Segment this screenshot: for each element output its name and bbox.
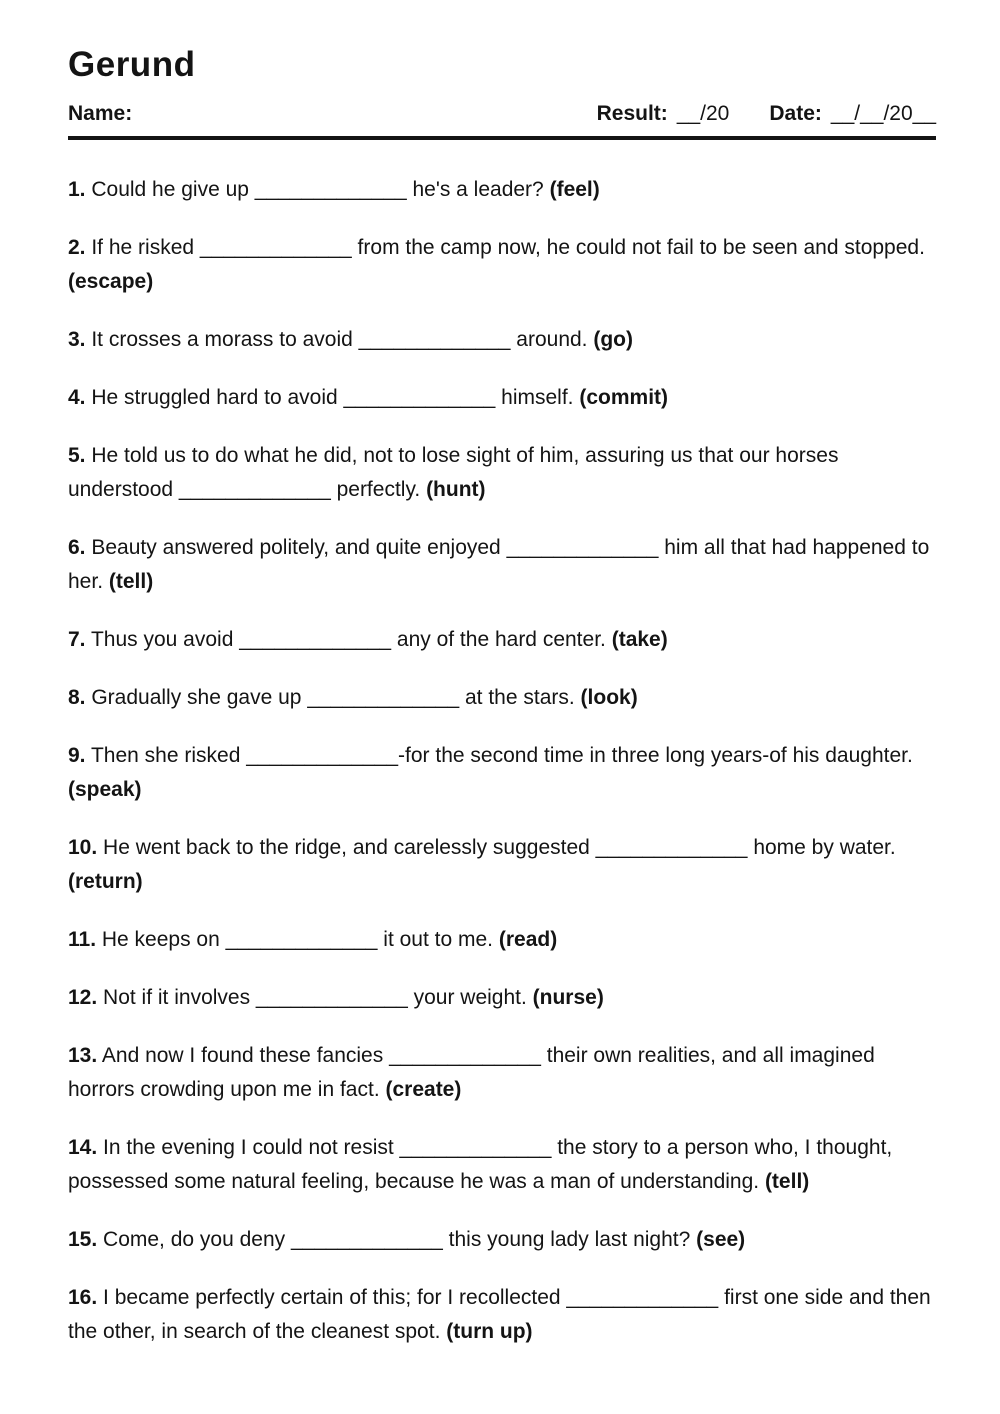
question-number: 15. <box>68 1228 98 1251</box>
name-field <box>68 101 597 127</box>
question-item <box>68 323 936 357</box>
question-verb: (take) <box>611 628 668 651</box>
question-number: 9. <box>68 744 86 767</box>
question-text: And now I found these fancies _____________ their own realities, and all imagined horrors crowding upon me in fact. <box>68 1044 875 1101</box>
question-text: Then she risked _____________-for the second time in three long years-of his daughter. <box>85 744 913 767</box>
question-text: In the evening I could not resist _____________ the story to a person who, I thought, possessed some natural feeling, because he was a man of understanding. <box>68 1136 893 1193</box>
question-item <box>68 1223 936 1257</box>
question-item <box>68 381 936 415</box>
question-item <box>68 739 936 807</box>
date-label: Date: <box>769 102 822 125</box>
question-text: It crosses a morass to avoid _____________ around. <box>85 328 594 351</box>
question-verb: (see) <box>696 1228 746 1251</box>
question-text: Come, do you deny _____________ this young lady last night? <box>97 1228 697 1251</box>
question-item <box>68 623 936 657</box>
header-meta-row <box>68 101 936 140</box>
questions-list <box>68 173 936 1349</box>
question-text: Thus you avoid _____________ any of the hard center. <box>85 628 612 651</box>
question-verb: (turn up) <box>446 1320 533 1343</box>
date-value: __/__/20__ <box>830 102 936 125</box>
question-number: 10. <box>68 836 98 859</box>
question-text: I became perfectly certain of this; for I recollected _____________ first one side and then the other, in search of the cleanest spot. <box>68 1286 931 1343</box>
question-item <box>68 923 936 957</box>
question-verb: (hunt) <box>426 478 486 501</box>
question-number: 3. <box>68 328 86 351</box>
question-number: 7. <box>68 628 86 651</box>
question-number: 6. <box>68 536 86 559</box>
question-verb: (speak) <box>68 778 142 801</box>
question-verb: (create) <box>385 1078 462 1101</box>
question-text: Gradually she gave up _____________ at the stars. <box>85 686 581 709</box>
question-number: 8. <box>68 686 86 709</box>
question-text: He told us to do what he did, not to lose sight of him, assuring us that our horses understood _____________ perfectly. <box>68 444 839 501</box>
question-verb: (read) <box>498 928 558 951</box>
result-field <box>597 101 730 127</box>
question-item <box>68 531 936 599</box>
question-number: 13. <box>68 1044 98 1067</box>
question-number: 5. <box>68 444 86 467</box>
question-item <box>68 831 936 899</box>
question-verb: (tell) <box>764 1170 810 1193</box>
date-field <box>769 101 936 127</box>
question-text: Not if it involves _____________ your weight. <box>97 986 533 1009</box>
question-text: He keeps on _____________ it out to me. <box>96 928 499 951</box>
question-number: 4. <box>68 386 86 409</box>
result-label: Result: <box>596 102 668 125</box>
question-item <box>68 231 936 299</box>
question-item <box>68 681 936 715</box>
question-verb: (tell) <box>108 570 154 593</box>
question-item <box>68 1281 936 1349</box>
question-item <box>68 173 936 207</box>
question-text: If he risked _____________ from the camp now, he could not fail to be seen and stopped. <box>85 236 925 259</box>
question-item <box>68 981 936 1015</box>
name-label: Name: <box>68 102 133 125</box>
question-text: Beauty answered politely, and quite enjoyed _____________ him all that had happened to her. <box>68 536 930 593</box>
page-title: Gerund <box>68 45 196 84</box>
question-text: Could he give up _____________ he's a leader? <box>85 178 550 201</box>
question-number: 12. <box>68 986 98 1009</box>
question-verb: (feel) <box>549 178 600 201</box>
question-verb: (commit) <box>579 386 669 409</box>
question-number: 11. <box>68 928 97 951</box>
question-item <box>68 1039 936 1107</box>
question-verb: (return) <box>68 870 143 893</box>
question-item <box>68 439 936 507</box>
question-number: 16. <box>68 1286 98 1309</box>
question-verb: (nurse) <box>532 986 604 1009</box>
question-verb: (escape) <box>68 270 154 293</box>
question-item <box>68 1131 936 1199</box>
question-verb: (go) <box>593 328 633 351</box>
question-number: 14. <box>68 1136 98 1159</box>
result-value: __/20 <box>676 102 730 125</box>
question-text: He struggled hard to avoid _____________ himself. <box>85 386 580 409</box>
question-verb: (look) <box>580 686 638 709</box>
question-number: 1. <box>68 178 86 201</box>
question-text: He went back to the ridge, and carelessly suggested _____________ home by water. <box>97 836 896 859</box>
question-number: 2. <box>68 236 86 259</box>
